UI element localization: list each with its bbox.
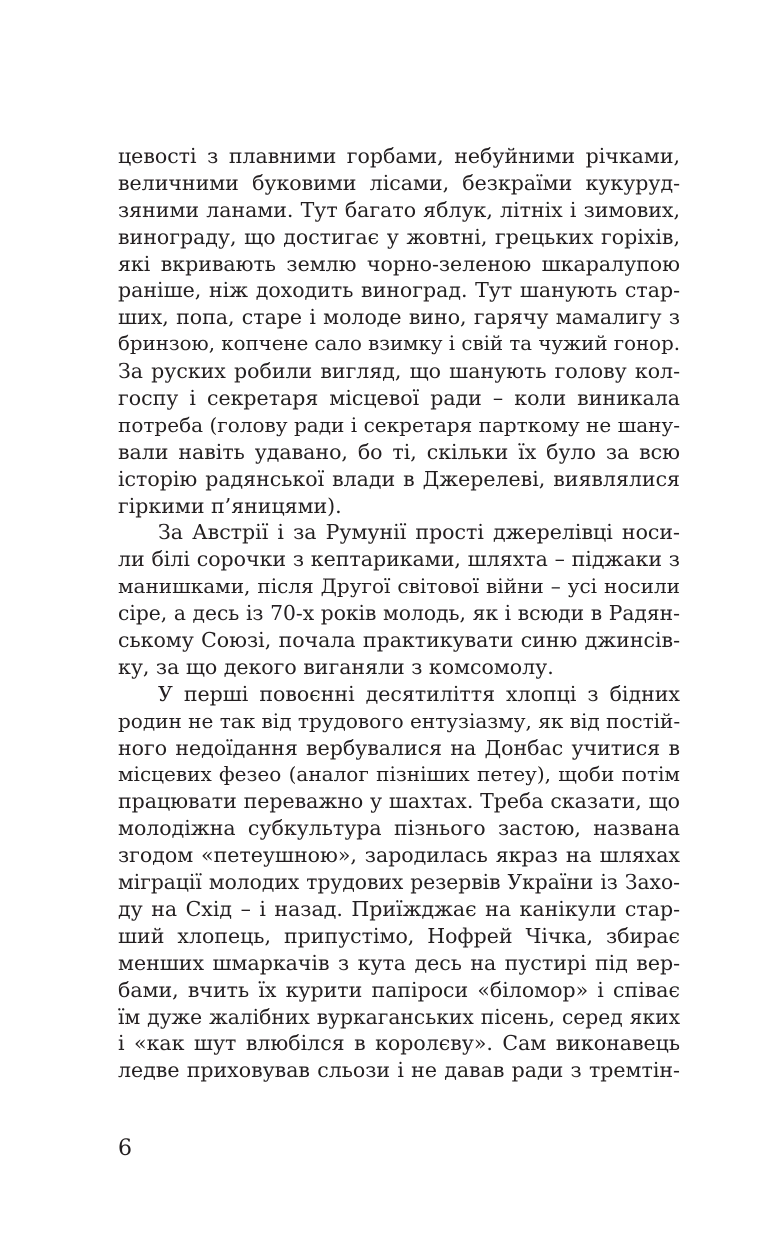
text-line: ському Союзі, почала практикувати синю джинсів- <box>118 628 680 653</box>
text-line: гіркими п’яницями). <box>118 493 342 518</box>
text-line: ду на Схід – і назад. Приїжджає на канікули стар- <box>118 896 680 921</box>
text-line: У перші повоєнні десятиліття хлопці з бідних <box>158 681 680 706</box>
text-line: ших, попа, старе і молоде вино, гарячу мамалигу з <box>118 305 680 330</box>
text-line: родин не так від трудового ентузіазму, як від постій- <box>118 708 680 733</box>
text-line: історію радянської влади в Джерелеві, виявлялися <box>118 466 680 491</box>
text-line: які вкривають землю чорно-зеленою шкаралупою <box>118 251 680 276</box>
text-line: і «как шут влюбілся в королєву». Сам виконавець <box>118 1031 680 1056</box>
text-line: бринзою, копчене сало взимку і свій та чужий гонор. <box>118 332 680 356</box>
text-line: міграції молодих трудових резервів України із Захо- <box>118 870 680 895</box>
text-line: ледве приховував сльози і не давав ради з тремтін- <box>118 1058 680 1083</box>
text-line: ший хлопець, припустімо, Нофрей Чічка, збирає <box>118 923 680 948</box>
page-number: 6 <box>118 1136 132 1161</box>
text-line: молодіжна субкультура пізнього застою, названа <box>118 816 680 841</box>
text-line: ного недоїдання вербувалися на Донбас учитися в <box>118 735 680 760</box>
text-line: винограду, що достигає у жовтні, грецьких горіхів, <box>118 224 680 249</box>
text-line: ли білі сорочки з кептариками, шляхта – піджаки з <box>118 547 680 572</box>
text-line: За руских робили вигляд, що шанують голову кол- <box>118 359 680 384</box>
text-line: зяними ланами. Тут багато яблук, літніх і зимових, <box>118 197 680 222</box>
text-line: госпу і секретаря місцевої ради – коли виникала <box>118 386 680 411</box>
text-line: величними буковими лісами, безкраїми кукуруд- <box>118 170 680 195</box>
text-line: бами, вчить їх курити папіроси «біломор» і співає <box>118 977 680 1002</box>
text-line: ку, за що декого виганяли з комсомолу. <box>118 654 554 679</box>
text-line: вали навіть удавано, бо ті, скільки їх було за всю <box>118 439 680 464</box>
text-line: раніше, ніж доходить виноград. Тут шанують стар- <box>118 278 680 303</box>
text-line: місцевих фезео (аналог пізніших петеу), щоби потім <box>118 762 680 787</box>
text-line: манишками, після Другої світової війни – усі носили <box>118 574 680 599</box>
text-line: потреба (голову ради і секретаря парткому не шану- <box>118 412 680 437</box>
text-line: їм дуже жалібних вуркаганських пісень, серед яких <box>118 1004 680 1029</box>
text-line: сіре, а десь із 70-х років молодь, як і всюди в Радян- <box>118 601 680 626</box>
body-text <box>118 143 680 1084</box>
text-line: менших шмаркачів з кута десь на пустирі під вер- <box>118 950 680 975</box>
text-line: За Австрії і за Румунії прості джерелівці носи- <box>158 520 680 545</box>
text-line: працювати переважно у шахтах. Треба сказати, що <box>118 789 680 814</box>
text-line: згодом «петеушною», зародилась якраз на шляхах <box>118 843 680 868</box>
text-line: цевості з плавними горбами, небуйними річками, <box>118 144 680 168</box>
